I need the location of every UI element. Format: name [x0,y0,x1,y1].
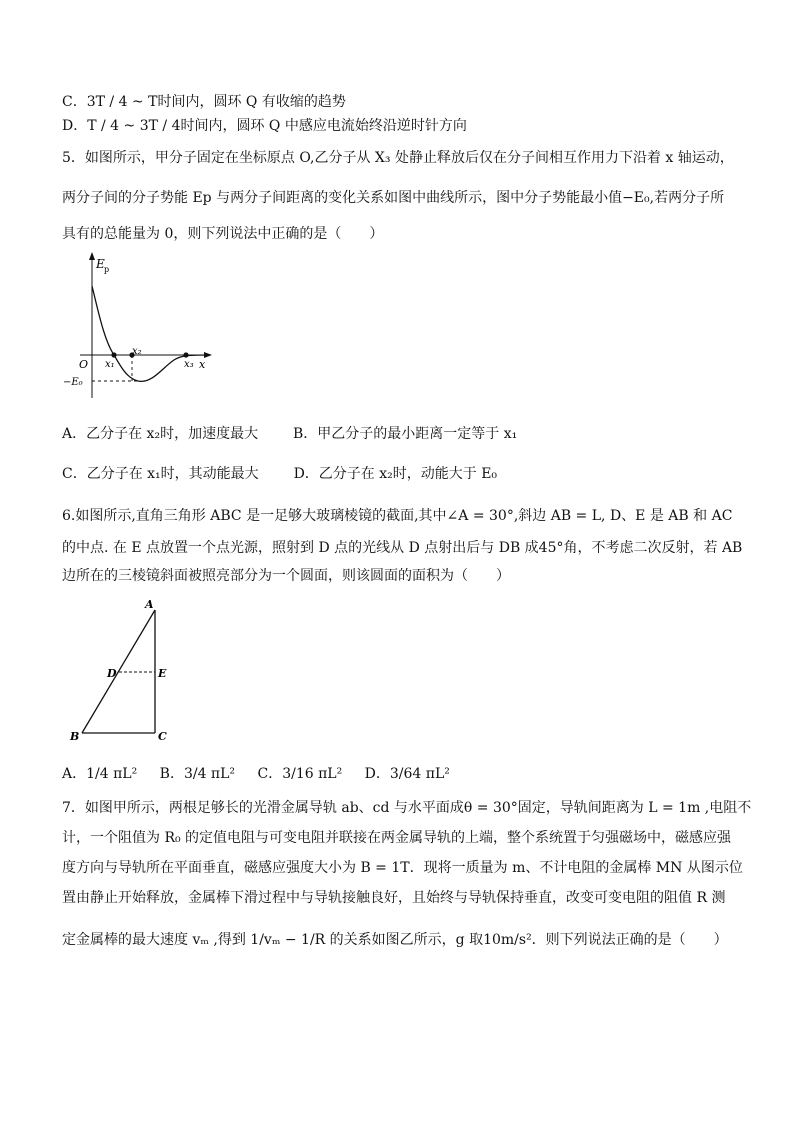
ep-axis-arrow [89,252,95,260]
q6-option-b: B．3/4 πL² [159,766,236,782]
ep-label: E [96,257,105,271]
q6-stem-line3: 边所在的三棱镜斜面被照亮部分为一个圆面，则该圆面的面积为（ ） [62,568,510,584]
q7-stem-line1: 7．如图甲所示，两根足够长的光滑金属导轨 ab、cd 与水平面成θ = 30°固定，导轨间距离为 L = 1m ,电阻不 [62,800,752,816]
q5-potential-energy-graph [60,250,220,400]
q5-option-a: A．乙分子在 x₂时，加速度最大 [62,426,259,442]
point-x3 [183,352,188,357]
point-E: E [158,667,167,680]
x1-label: x₁ [105,359,115,370]
q7-stem-line4: 置由静止开始释放，金属棒下滑过程中与导轨接触良好，且始终与导轨保持垂直，改变可变电阻的阻值 R 测 [62,890,726,906]
e0-label: −E₀ [63,377,83,388]
q6-option-c: C．3/16 πL² [257,766,343,782]
q5-stem-line2: 两分子间的分子势能 Ep 与两分子间距离的变化关系如图中曲线所示，图中分子势能最小值−E₀,若两分子所 [62,190,725,206]
q5-options-row1 [62,424,517,444]
q6-stem-line2: 的中点. 在 E 点放置一个点光源，照射到 D 点的光线从 D 点射出后与 DB 成45°角，不考虑二次反射，若 AB [62,540,743,556]
q5-options-row2 [62,464,497,484]
q5-option-d: D．乙分子在 x₂时，动能大于 E₀ [293,466,498,482]
q7-stem-line2: 计，一个阻值为 R₀ 的定值电阻与可变电阻并联接在两金属导轨的上端，整个系统置于匀强磁场中，磁感应强 [62,830,732,846]
q6-stem-line1: 6.如图所示,直角三角形 ABC 是一足够大玻璃棱镜的截面,其中∠A = 30°,斜边 AB = L, D、E 是 AB 和 AC [62,508,733,524]
q4-option-d: D．T / 4 ~ 3T / 4时间内，圆环 Q 中感应电流始终沿逆时针方向 [62,118,467,134]
q6-option-d: D．3/64 πL² [364,766,450,782]
vertex-C: C [158,730,167,743]
q7-stem-line3: 度方向与导轨所在平面垂直，磁感应强度大小为 B = 1T．现将一质量为 m、不计电阻的金属棒 MN 从图示位 [62,860,743,876]
vertex-A: A [145,598,154,611]
ep-label-sub: p [104,265,110,274]
q6-option-a: A．1/4 πL² [62,766,138,782]
q7-stem-line5: 定金属棒的最大速度 vₘ ,得到 1/vₘ − 1/R 的关系如图乙所示，g 取10m/s²．则下列说法正确的是（ ） [62,932,728,948]
x2-label: x₂ [132,346,142,357]
q5-stem-line1: 5．如图所示，甲分子固定在坐标原点 O,乙分子从 X₃ 处静止释放后仅在分子间相互作用力下沿着 x 轴运动， [62,150,734,166]
q5-stem-line3: 具有的总能量为 0，则下列说法中正确的是（ ） [62,226,384,242]
point-x1 [111,352,116,357]
q5-option-b: B．甲乙分子的最小距离一定等于 x₁ [292,426,518,442]
q6-options-row [62,764,468,784]
vertex-B: B [70,730,80,743]
x3-label: x₃ [184,359,194,370]
q6-triangle-figure [62,595,192,745]
point-D: D [107,667,117,680]
q5-option-c: C．乙分子在 x₁时，其动能最大 [62,466,259,482]
x-axis-label: x [199,358,206,371]
origin-label: O [79,358,89,371]
q4-option-c: C．3T / 4 ~ T时间内，圆环 Q 有收缩的趋势 [62,94,346,110]
